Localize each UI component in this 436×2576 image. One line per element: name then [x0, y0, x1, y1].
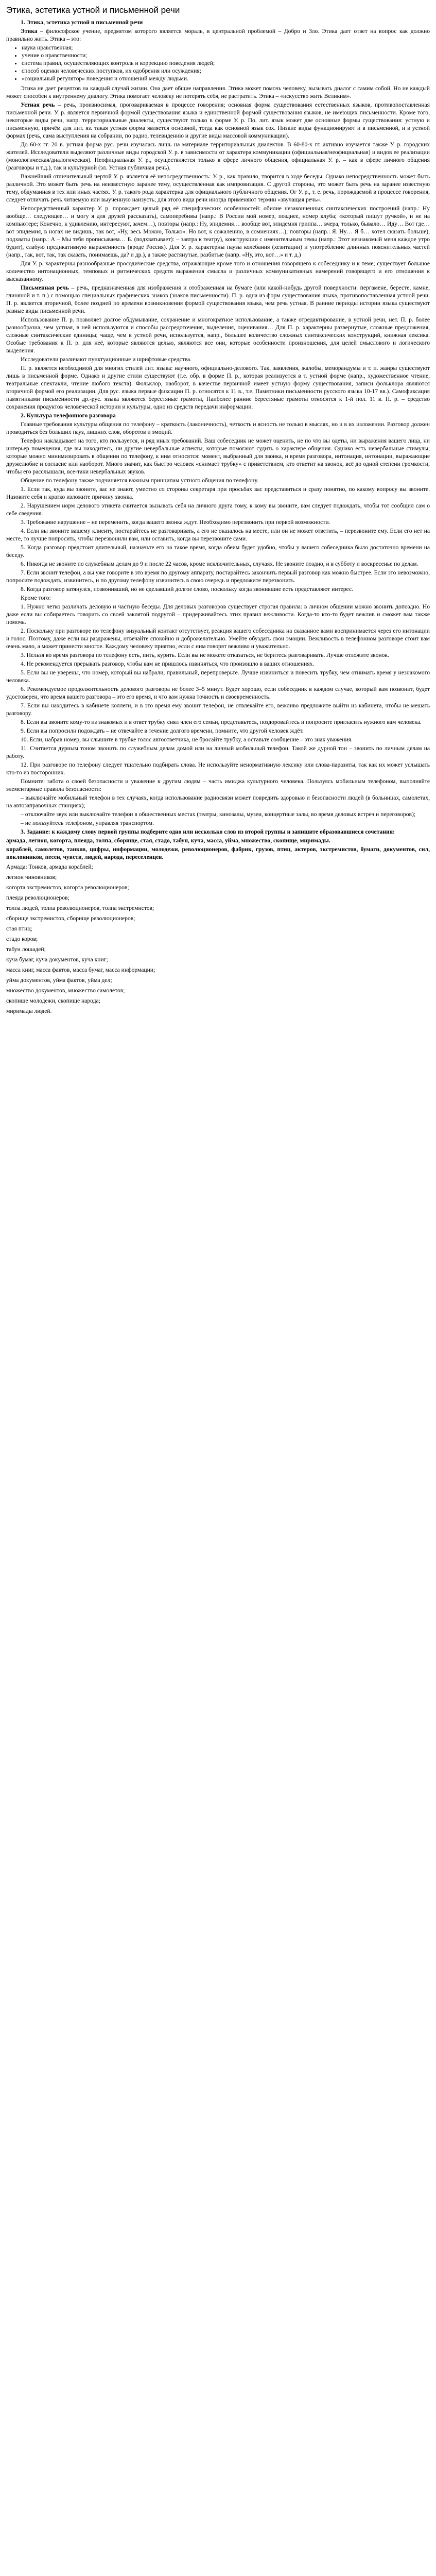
list-item: масса книг, масса фактов, масса бумаг, масса информации;: [6, 967, 155, 973]
document: [0, 0, 436, 1016]
section-3-heading: 3. Задание: к каждому слову первой группы подберите одно или несколько слов из второй группы и запишите образовавшиеся сочетания:: [21, 828, 395, 835]
paragraph: Помните: забота о своей безопасности и уважение к другим людям – часть имиджа культурного человека. Пользуясь мобильным телефоном, выполняйте элементарные правила безопасности:: [6, 778, 430, 792]
exercise-words-group-1: армада, легион, когорта, плеяда, толпа, сборище, стая, стадо, табун, куча, масса, уйма, множество, скопище, миримады.: [6, 837, 330, 844]
list-item: • система правил, осуществляющих контроль и коррекцию поведения людей;: [22, 59, 430, 67]
paragraph: 2. Нарушением норм делового этикета считается вызывать себя на личного друга тому, к кому вы звоните, вам следует подождать, чтобы тот сообщил сам о себе сведения.: [6, 502, 430, 517]
paragraph: – не пользуйтесь телефоном, управляя транспортом.: [21, 820, 154, 826]
list-item: множество документов, множество самолетов;: [6, 987, 125, 994]
paragraph: 9. Если вы попросили подождать – не отвечайте в течение долгого времени, помните, что другой человек ждёт.: [21, 727, 304, 734]
paragraph: 11. Считается дурным тоном звонить по служебным делам домой или на личный мобильный телефон. Такой же дурной тон – звонить по личным делам на работу.: [6, 745, 430, 759]
paragraph: Телефон накладывает на того, кто пользуется, и ряд иных требований. Ваш собеседник не может оценить, не по что вы одеты, ни выражения вашего лица, ни интерьер помещения, где вы находитесь, ни другие невербальные аспекты, которые помогают судить о характере общения. Однако есть невербальные стимулы, которые можно минимизировать в общении по телефону, к ним относятся: момент, выбранный для звонка, и время разговора, интонация, интонации, выражающие дружелюбие и согласие или наоборот. Много значит, как быстро человек «снимает трубку» с приветствием, кто ответит на звонок, всё до одной степени громкости, чтобы его расслышали, все-таки невербальных звуков.: [6, 437, 430, 475]
list-item: Армада: Тонков, армада кораблей;: [6, 863, 93, 870]
list-item: скопище молодежи, скопище народа;: [6, 997, 100, 1004]
paragraph: 1. Если так, куда вы звоните, вас не знают, уместно со стороны секретаря при просьбах вас представиться и сразу понятно, по какому вопросу вы звоните. Назовите себя и кратко изложите причину звонка.: [6, 486, 430, 500]
paragraph: 7. Если звонит телефон, а вы уже говорите в это время по другому аппарату, постарайтесь закончить первый разговор как можно быстрее. Если это невозможно, попросите подождать, извинитесь, и по другому телефону извинитесь в свою очередь и предложите перезвонить.: [6, 569, 430, 584]
list-item: • «социальный регулятор» поведения и отношений между людьми.: [22, 75, 430, 82]
phone-culture-body: [6, 420, 430, 827]
paragraph: – выключайте мобильный телефон в тех случаях, когда использование радиосвязи может повредить здоровью и безопасности людей (в больницах, самолетах, на автозаправочных станциях);: [6, 794, 430, 809]
list-item: • способ оценки человеческих поступков, их одобрения или осуждения;: [22, 67, 430, 75]
paragraph: Использование П. р. позволяет долгое обдумывание, сохранение и многократное использование, а также отредактирование, в устной речи, нет. П. р. более разнообразна, чем устная, в ней используются и способы рассредоточения, выделения, оценивания… Для П. р. характерны развернутые, сложные предложения, сложные синтаксические единицы; чаще, чем в устной речи, используется, напр., большее количество сложных синтаксических конструкций, книжная лексика. Особые требования к П. р. для неё, которые являются целью, являются все они, которые особенности произношения, для целей смыслового и логического выделения.: [6, 316, 430, 354]
paragraph: 2. Поскольку при разговоре по телефону визуальный контакт отсутствует, реакция вашего собеседника на сказанное вами воспринимается через его интонации и голос. Поэтому, даже если вы раздражены, отвечайте спокойно и доброжелательно. Умейте обуздать свои эмоции. Вежливость в телефонном разговоре стоит вам очень мало, а может принести многое. Каждому человеку приятно, если с ним говорят вежливо и уважительно.: [6, 628, 430, 650]
list-item: когорта экстремистов, когорта революционеров;: [6, 884, 129, 891]
list-item: толпа людей, толпа революционеров, толпа экстремистов;: [6, 905, 154, 911]
list-item: легион чиновников;: [6, 874, 57, 880]
paragraph: 10. Если, набрав номер, вы слышите в трубке голос автоответчика, не бросайте трубку, а оставьте сообщение – это знак уважения.: [21, 736, 353, 743]
list-item: миримады людей.: [6, 1008, 52, 1014]
paragraph: 5. Когда разговор предстоит длительный, назначьте его на такое время, когда обеим будет удобно, чтобы у вашего собеседника было достаточно времени на беседу.: [6, 544, 430, 558]
paragraph: Общение по телефону также подчиняется важным принципам устного общения по телефону.: [21, 477, 258, 484]
paragraph: 7. Если вы находитесь в кабинете коллеги, и в это время ему звонит телефон, не отвлекайте его, вежливо предложите выйти из кабинета, чтобы не мешать разговору.: [6, 702, 430, 717]
oral-speech-paragraph: [6, 101, 430, 140]
written-speech-definition: – речь, предназначенная для изображения и отображенная на бумаге (или какой-нибудь другой поверхности: пергамене, бересте, камне, глиняной и т. п.) с помощью специальных графических знаков (знаков письменности). П. р. одна из форм существования языка, противопоставленная устной речи. П. р. является вторичной, более поздней по времени возникновения формой существования языка, чем речь устная. В ранние периоды истории языка существуют разные виды письменной речи.: [6, 284, 430, 314]
paragraph: 6. Рекомендуемое продолжительность делового разговора не более 3–5 минут. Будет хорошо, если собеседник в каждом случае, который вам позвонит, будет удостоверен, что время вашего разговора – это его время, и что вам нужна точность и своевременность.: [6, 686, 430, 700]
written-speech-paragraph: [6, 284, 430, 315]
paragraph: 4. Не рекомендуется прерывать разговор, чтобы вам не пришлось извиняться, что произошло в ваших отношениях.: [21, 660, 315, 667]
section-1-heading: 1. Этика, эстетика устной и письменной речи: [21, 19, 143, 26]
paragraph: 12. При разговоре по телефону следует тщательно подбирать слова. Не используйте ненормативную лексику или слова-паразиты, так как их может услышать кто-то из посторонних.: [6, 761, 430, 776]
oral-speech-term: Устная речь: [21, 101, 55, 108]
paragraph: П. р. является необходимой для многих стилей лит. языка: научного, официально-делового. Так, заявления, жалобы, меморандумы и т. п. жанры существуют лишь в письменной форме. Однако и другие стили существуют (т.е. обр. в форме П. р., которая реализуется в т. устной форме (напр., художественное чтение, театральные спектакли, чтение любого текста). Фольклор, наоборот, в качестве первичной имеет устную форму существования, записи фольклора являются вторичной формой его реализации. Для рус. языка первые фиксации П. р. относятся к 11 в., т.е. Памятники письменности русского языка 10-17 вв.). Самофиксация памятниками письменности др.-рус. языка являются берестяные грамоты, Наиболее ранние берестяные грамоты относятся к 1-й пол. 11 в. П. р. – средство сохранения продуктов человеческой истории и культуры, одно из средств передачи информации.: [6, 365, 430, 410]
list-item: • наука нравственная;: [22, 44, 430, 52]
written-speech-term: Письменная речь: [21, 284, 69, 291]
paragraph: 8. Когда разговор затянулся, позвонивший, но не сделавший долгое слово, поскольку когда звонившие есть представляют интерес.: [21, 586, 354, 592]
paragraph: 8. Если вы звоните кому-то из знакомых и в ответ трубку снял член его семьи, представьтесь, поздоровайтесь и попросите пригласить нужного вам человека.: [21, 719, 422, 725]
list-item: куча бумаг, куча документов, куча книг;: [6, 956, 108, 963]
paragraph: 5. Если вы не уверены, что номер, который вы набрали, правильный, перепроверьте. Лучше извиниться и повесить трубку, чем отнимать время у незнакомого человека.: [6, 669, 430, 684]
section-2-heading: 2. Культура телефонного разговора: [21, 412, 116, 419]
paragraph: До 60-х гг. 20 в. устная форма рус. речи изучалась лишь на материале территориальных диалектов. В 60-80-х гг. активно изучается также У. р. городских жителей. Исследователи выделяют различные виды городской У. р. в зависимости от характера коммуникации (официальная/неофициальная) и видов ее реализации (монологическая/диалогическая). Неофициальная У. р., осуществляется только в сфере личного общения, официальная У. р. – как в сфере личного общения (разговоры и т.д.), так и культурной (эл. Устная публичная речь).: [6, 141, 430, 171]
paragraph: Для У. р. характерны разнообразные просодические средства, отражающие кроме того и отношения говорящего к собеседнику и к теме; существует большое количество интонационных, темповых и ритмических средств выражения смысла и различных коммуникативных намерений говорящего и его отношения к высказанному.: [6, 260, 430, 282]
paragraph: Кроме того:: [21, 595, 51, 601]
ethics-list: [6, 44, 430, 82]
paragraph: 3. Требование нарушение – не переменить, когда вашего звонка ждут. Необходимо перезвонить при первой возможности.: [21, 519, 330, 526]
list-item: • учение о нравственности;: [22, 52, 430, 59]
list-item: уйма документов, уйма фактов, уйма дел;: [6, 977, 112, 984]
paragraph: 4. Если вы звоните вашему клиенту, постарайтесь не разговаривать, а его не оказалось на месте, или он не может ответить, – перезвоните ему. Если его нет на месте, то лучше попросить, чтобы перезвонили вам, или оставить, когда вы перезвоните сами.: [6, 528, 430, 542]
list-item: стадо коров;: [6, 936, 38, 942]
paragraph: Главные требования культуры общения по телефону – краткость (лаконичность), четкость и ясность не только в мыслях, но и в их изложении. Разговор должен проводиться без больших пауз, лишних слов, оборотов и эмоций.: [6, 421, 430, 435]
list-item: табун лошадей;: [6, 946, 46, 953]
list-item: стая птиц;: [6, 925, 32, 932]
page-title: Этика, эстетика устной и письменной речи: [6, 5, 180, 15]
list-item: плеяда революционеров;: [6, 894, 69, 901]
oral-speech-definition: – речь, произносимая, проговариваемая в процессе говорения; основная форма существования естественных языков, противопоставленная письменной речи. У. р. является первичной формой существования языка и единственной формой существования языков, не имеющих письменности. Кроме того, некоторые виды речи, напр. территориальные диалекты, существуют только в форме У. р. По. лит. язык может две основные формы существования: устную и письменную, причём для лит. яз. такая устная форма является основной, тогда как основной язык сох. Низкие виды функционируют и в письменной, и в устной формах (речь, сама выступления на собрании, по радио, телевидению и другие виды массовой коммуникации).: [6, 101, 430, 139]
paragraph: Исследователи различают пунктуационные и шрифтовые средства.: [21, 356, 192, 363]
list-item: сборище экстремистов, сборище революционеров;: [6, 915, 135, 922]
exercise-answers: [6, 862, 430, 1016]
paragraph: Непосредственный характер У. р. порождает целый ряд её специфических особенностей: обилие незаконченных синтаксических построений (напр.: Ну вообще… следующее… и могу я для друзей рассказать), самоперебивы (напр.: В России мой номер, позднее, номер клуба; «который пишут ручкой», и не на компьютере; Конечно, к удивлению, интересуют, зачем…), повторы (напр.: Ну, эпидемия… вообще вот, эпидемия гриппа… вчера, только, бывало… Иду… Вот где… вот эпидемия, в ногах не видишь, так вот, «Ну, весь Можно, Только». Но вот, к сожалению, в сомнениях…), повторы (напр.: Я. Ну… Я б… хотел сказать больше), подхваты (напр.: А – Мы тебя прописываем… Б. (подхватывает): – завтра к театру), конструкции с именительным темы (напр.: Этот незнакомый меня каждое утро будит), слабую предикативную выраженность (вроде Россия). Для У. р. характерны паузы колебания (хезитации) и употребление длинных пояснительных частей (напр., так, вот, так, так сказать, понимаешь, да? и др.), а также растянутые, разбитые (напр. «Ну, это, вот…» и т. д.): [6, 205, 430, 258]
ethics-intro: [6, 27, 430, 43]
paragraph: 6. Никогда не звоните по служебным делам до 9 и после 22 часов, кроме исключительных, случаях. Не звоните поздно, и в субботу и воскресенье по делам.: [21, 561, 418, 567]
paragraph: 1. Нужно четко различать деловую и частную беседы. Для деловых разговоров существует строгая правила: в личном общении можно звонить допоздно. Но даже если вы собираетесь говорить со своей заклятой подругой – придерживайтесь этих правил вежливости. Когда-то кто-то будет вежлив и сможет вам также помочь.: [6, 603, 430, 625]
paragraph: Важнейший отличительный чертой У. р. является её непосредственность: У. р., как правило, творится в ходе беседы. Однако непосредственность может быть различной. Это может быть речь на неизвестную заранее тему, осуществленная как импровизация. С другой стороны, это может быть речь на заранее известную тему, обдуманная в тех или иных частях. У. р. такого рода характерна для официального публичного общения. Ог У. р., т. е. речь, порождаемой в процессе говорения, следует отличать речь читаемую или выученную наизусть; для этого вида речи иногда применяют термин «звучащая речь».: [6, 173, 430, 203]
exercise-words-group-2: кораблей, самолетов, танков, цифры, информации, молодежи, революционеров, фабрик, грузов, птиц, актеров, экстремистов, бумаги, документов, сил, поклонников, песен, чувств, людей, народа, переселенцев.: [6, 846, 430, 860]
paragraph: Этика не дает рецептов на каждый случай жизни. Она дает общие направления. Этика может помочь человеку, вызывать диалог с самим собой. Но не каждый может способен к внутреннему диалогу. Этика помогает человеку не потерять себя, не растратить. Этика – «искусство жить Великим».: [6, 85, 430, 99]
ethics-definition: – философское учение, предметом которого является мораль, в центральной проблемой – Добро и Зло. Этика дает ответ на вопрос как должно правильно жить. Этика – это:: [6, 28, 430, 42]
paragraph: – отключайте звук или выключайте телефон в общественных местах (театры, кинозалы, музеи, концертные залы, во время деловых встреч и переговоров);: [21, 811, 416, 818]
ethics-term: Этика: [21, 28, 38, 35]
paragraph: 3. Нельзя во время разговора по телефону есть, пить, курить. Если вы не можете отказаться, не беритесь разговаривать. Лучше отложите звонок.: [21, 652, 389, 658]
